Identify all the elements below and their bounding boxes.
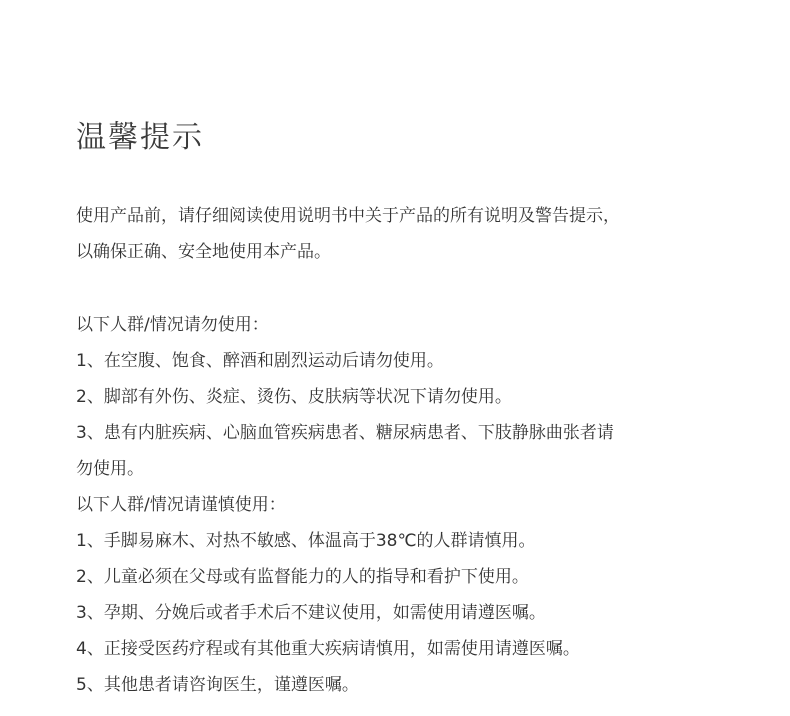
list-item: 3、孕期、分娩后或者手术后不建议使用，如需使用请遵医嘱。 <box>76 603 546 623</box>
usage-restrictions <box>76 307 736 703</box>
section-heading-caution: 以下人群/情况请谨慎使用： <box>76 495 286 515</box>
intro-line: 使用产品前，请仔细阅读使用说明书中关于产品的所有说明及警告提示， <box>76 206 620 226</box>
list-item: 1、手脚易麻木、对热不敏感、体温高于38℃的人群请慎用。 <box>76 531 536 551</box>
list-item: 4、正接受医药疗程或有其他重大疾病请慎用，如需使用请遵医嘱。 <box>76 639 580 659</box>
list-item: 3、患有内脏疾病、心脑血管疾病患者、糖尿病患者、下肢静脉曲张者请 <box>76 423 614 443</box>
list-item-continuation: 勿使用。 <box>76 459 144 479</box>
list-item: 2、儿童必须在父母或有监督能力的人的指导和看护下使用。 <box>76 567 529 587</box>
intro-line: 以确保正确、安全地使用本产品。 <box>76 242 331 262</box>
intro-paragraph <box>76 198 726 270</box>
list-item: 1、在空腹、饱食、醉酒和剧烈运动后请勿使用。 <box>76 351 444 371</box>
section-heading-prohibited: 以下人群/情况请勿使用： <box>76 315 269 335</box>
list-item: 2、脚部有外伤、炎症、烫伤、皮肤病等状况下请勿使用。 <box>76 387 512 407</box>
list-item: 5、其他患者请咨询医生，谨遵医嘱。 <box>76 675 359 695</box>
page-title: 温馨提示 <box>76 120 204 155</box>
